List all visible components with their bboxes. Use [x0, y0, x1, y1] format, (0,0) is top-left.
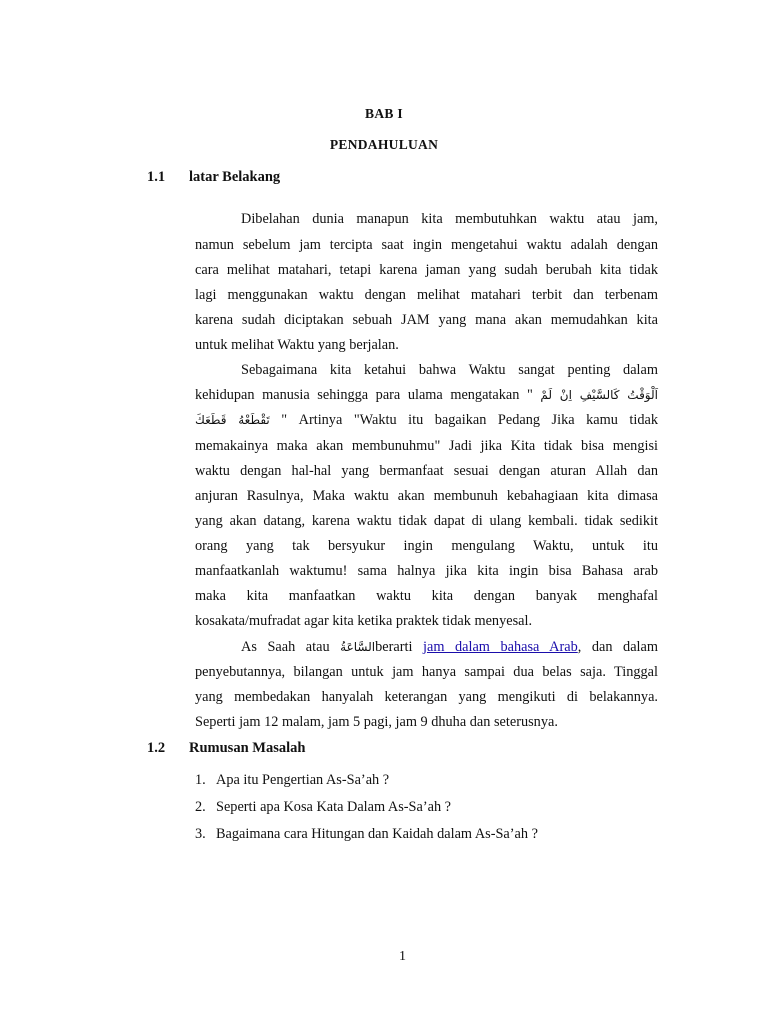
chapter-label: BAB I	[365, 106, 403, 121]
section-title: latar Belakang	[189, 169, 281, 185]
paragraph-line: waktu dengan hal-hal yang bermanfaat sesuai dengan aturan Allah dan	[195, 463, 658, 479]
paragraph-line: anjuran Rasulnya, Maka waktu akan membunuh kebahagiaan kita dimasa	[195, 488, 658, 504]
list-number: 3.	[195, 826, 206, 842]
paragraph-line: untuk melihat Waktu yang berjalan.	[195, 337, 399, 353]
paragraph-line: lagi menggunakan waktu dengan melihat matahari terbit dan terbenam	[195, 287, 658, 303]
list-text: Apa itu Pengertian As-Sa’ah ?	[216, 772, 390, 788]
paragraph-line: yang membedakan hanyalah keterangan yang mengikuti di belakannya.	[195, 689, 658, 705]
section-title: Rumusan Masalah	[189, 740, 306, 756]
list-number: 1.	[195, 772, 206, 788]
arabic-quote-part1: اَلْوَقْتُ كَالسَّيْفِ اِنْ لَمْ	[540, 388, 658, 402]
paragraph-line: penyebutannya, bilangan untuk jam hanya sampai dua belas saja. Tinggal	[195, 664, 658, 680]
paragraph-line: karena sudah diciptakan sebuah JAM yang mana akan memudahkan kita	[195, 312, 658, 328]
arabic-quote-part2: تَقْطَعْهُ قَطَعَكَ	[195, 413, 270, 427]
paragraph-line-quote	[195, 385, 658, 405]
paragraph-line: namun sebelum jam tercipta saat ingin mengetahui waktu adalah dengan	[195, 237, 658, 253]
paragraph-line: yang akan datang, karena waktu tidak dapat di ulang kembali. tidak sedikit	[195, 513, 658, 529]
list-item	[195, 772, 389, 789]
section-number: 1.1	[147, 169, 166, 185]
chapter-title: PENDAHULUAN	[329, 137, 439, 152]
as-saah-text: As Saah atau	[241, 639, 341, 655]
list-item	[195, 799, 451, 816]
paragraph-line: orang yang tak bersyukur ingin mengulang Waktu, untuk itu	[195, 538, 658, 554]
paragraph-line: Sebagaimana kita ketahui bahwa Waktu sangat penting dalam	[241, 362, 658, 378]
paragraph-line-quote	[195, 410, 658, 430]
dan-dalam-text: , dan dalam	[577, 639, 658, 655]
section-number: 1.2	[147, 740, 166, 756]
paragraph-line: manfaatkanlah waktumu! sama halnya jika kita ingin bisa Bahasa arab	[195, 563, 658, 579]
berarti-text: berarti	[375, 639, 423, 655]
quote-translation: " Artinya "Waktu itu bagaikan Pedang Jika kamu tidak	[281, 412, 658, 428]
paragraph-line-with-link	[241, 637, 658, 657]
list-item	[195, 826, 538, 843]
page-number: 1	[399, 949, 406, 964]
paragraph-line: kosakata/mufradat agar kita ketika praktek tidak menyesal.	[195, 613, 533, 629]
paragraph-line: Seperti jam 12 malam, jam 5 pagi, jam 9 dhuha dan seterusnya.	[195, 714, 558, 730]
paragraph-line: memakainya maka akan membunuhmu" Jadi jika Kita tidak bisa mengisi	[195, 438, 658, 454]
quote-intro: kehidupan manusia sehingga para ulama mengatakan "	[195, 387, 533, 403]
paragraph-line: maka kita manfaatkan waktu kita dengan banyak menghafal	[195, 588, 658, 604]
jam-bahasa-arab-link[interactable]: jam dalam bahasa Arab	[423, 639, 578, 655]
arabic-as-saah: السَّاعَةُ	[340, 640, 376, 654]
list-text: Bagaimana cara Hitungan dan Kaidah dalam As-Sa’ah ?	[216, 826, 538, 842]
list-number: 2.	[195, 799, 206, 815]
list-text: Seperti apa Kosa Kata Dalam As-Sa’ah ?	[216, 799, 452, 815]
paragraph-line: cara melihat matahari, tetapi karena jaman yang sudah berubah kita tidak	[195, 262, 658, 278]
paragraph-line: Dibelahan dunia manapun kita membutuhkan waktu atau jam,	[241, 211, 658, 227]
